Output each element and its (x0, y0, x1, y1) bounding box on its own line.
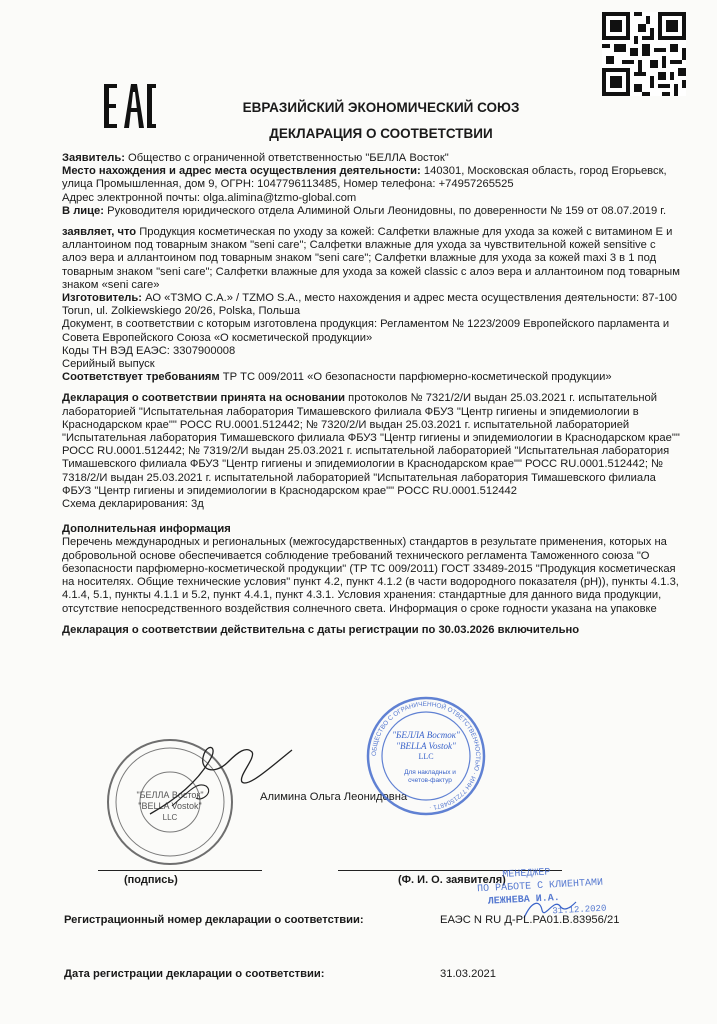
basis-value: протоколов № 7321/2/И выдан 25.03.2021 г. испытательной лабораторией "Испытательная лаборатория Тимашевского филиала ФБУЗ "Центр гигиены и эпидемиологии в Краснодарском крае"" РОСС RU.0001.512442; № 7320/2/И выдан 25.03.2021 г. испытательной лабораторией "Испытательная лаборатория Тимашевского филиала ФБУЗ "Центр гигиены и эпидемиологии в Краснодарском крае"" РОСС RU.0001.512442; № 7319/2/И выдан 25.03.2021 г. испытательной лабораторией "Испытательная лаборатория Тимашевского филиала ФБУЗ "Центр гигиены и эпидемиологии в Краснодарском крае"" РОСС RU.0001.512442; № 7318/2/И выдан 25.03.2021 г. испытательной лабораторией "Испытательная лаборатория Тимашевского филиала ФБУЗ "Центр гигиены и эпидемиологии в Краснодарском крае"" РОСС RU.0001.512442 (62, 392, 680, 497)
person-value: Руководителя юридического отдела Алиминой Ольги Леонидовны, по доверенности № 159 от 08.07.2019 г. (104, 204, 667, 217)
person-label: В лице: (62, 204, 104, 217)
manager-stamp-line2: ПО РАБОТЕ С КЛИЕНТАМИ (476, 877, 604, 896)
declares-label: заявляет, что (62, 226, 137, 239)
additional-heading: Дополнительная информация (62, 523, 231, 536)
declaration-body (62, 152, 682, 637)
applicant-value: Общество с ограниченной ответственностью "БЕЛЛА Восток" (124, 152, 449, 164)
registration-number-value: ЕАЭС N RU Д-PL.РА01.В.83956/21 (440, 914, 620, 926)
signature-scribble (142, 736, 302, 822)
seal-right-line4: Для накладных и (404, 769, 456, 776)
union-heading: ЕВРАЗИЙСКИЙ ЭКОНОМИЧЕСКИЙ СОЮЗ (242, 100, 520, 115)
document-basis-line: Документ, в соответствии с которым изготовлена продукция: Регламентом № 1223/2009 Европейского парламента и Совета Европейского Союза «О косметической продукции» (62, 318, 670, 344)
applicant-label: Заявитель: (62, 152, 125, 164)
manager-stamp-line3: ЛЕЖНЕВА И.А. (487, 892, 561, 908)
signature-caption: (подпись) (124, 874, 178, 886)
address-label: Место нахождения и адрес места осуществления деятельности: (62, 165, 421, 178)
address-line (62, 165, 682, 191)
serial-line: Серийный выпуск (62, 358, 155, 371)
person-line (62, 205, 682, 218)
seal-right-ring-text: ОБЩЕСТВО С ОГРАНИЧЕННОЙ ОТВЕТСТВЕННОСТЬЮ · ИНН 7721504871 · (370, 700, 482, 811)
declares-value: Продукция косметическая по уходу за кожей: Салфетки влажные для ухода за кожей с витамином Е и аллантоином под товарным знаком "seni care"; Салфетки влажные для ухода за чувствительной кожей sensitive с алоэ вера и аллантоином под товарным знаком "seni care"; Салфетки влажные для ухода за кожей maxi 3 в 1 под товарным знаком "seni care"; Салфетки влажные для ухода за кожей classic с алоэ вера и аллантоином под товарным знаком «seni care» (62, 226, 680, 291)
signatory-name: Алимина Ольга Леонидовна (260, 791, 408, 803)
address-value: 140301, Московская область, город Егорьевск, улица Промышленная, дом 9, ОГРН: 1047796113485, Номер телефона: +74957265525 (62, 165, 667, 191)
seal-right-line5: счетов-фактур (408, 777, 452, 784)
seal-right-line3: LLC (418, 752, 434, 761)
codes-line: Коды ТН ВЭД ЕАЭС: 3307900008 (62, 344, 236, 357)
registration-date-value: 31.03.2021 (440, 968, 496, 980)
manager-stamp-line1: МЕНЕДЖЕР (502, 867, 551, 881)
validity-line: Декларация о соответствии действительна с даты регистрации по 30.03.2026 включительно (62, 623, 580, 636)
additional-text: Перечень международных и региональных (межгосударственных) стандартов в результате применения, которых на добровольной основе обеспечивается соблюдение требований технического регламента Таможенного союза "О безопасности парфюмерно-косметической продукции" (ТР ТС 009/2011) ГОСТ 33489-2015 "Продукция косметическая на носителях. Общие технические условия" пункт 4.2, пункт 4.1.2 (в части водородного показателя (pH)), пункты 4.1.3, 4.1.4, 5.1, пункты 4.1.1 и 5.2, пункт 4.4.1, пункт 4.3.1. Условия хранения: стандартные для данного вида продукции, отсутствие непосредственного воздействия солнечного света. Информация о сроке годности указана на упаковке (62, 536, 679, 615)
declares-line (62, 226, 682, 292)
basis-line (62, 392, 682, 498)
seal-left-line3: LLC (162, 813, 178, 822)
scheme-line: Схема декларирования: 3д (62, 498, 204, 511)
manufacturer-line (62, 292, 682, 318)
basis-label: Декларация о соответствии принята на основании (62, 392, 346, 405)
applicant-line (62, 152, 682, 165)
manager-stamp-date: 31.12.2020 (552, 903, 607, 917)
fio-caption: (Ф. И. О. заявителя) (398, 874, 506, 886)
signature-line (98, 870, 262, 871)
registration-date-label: Дата регистрации декларации о соответствии: (64, 968, 325, 980)
qr-code (602, 12, 686, 96)
manufacturer-label: Изготовитель: (62, 292, 142, 305)
conforms-line (62, 371, 682, 384)
registration-number-label: Регистрационный номер декларации о соответствии: (64, 914, 364, 926)
document-title: ДЕКЛАРАЦИЯ О СООТВЕТСТВИИ (269, 126, 493, 141)
company-seal-right (364, 694, 488, 818)
seal-left-line2: "BELLA Vostok" (138, 801, 202, 811)
seal-right-line2: "BELLA Vostok" (396, 741, 456, 751)
conforms-label: Соответствует требованиям (62, 371, 220, 384)
email-line: Адрес электронной почты: olga.alimina@tzmo-global.com (62, 191, 357, 204)
seal-right-line1: "БЕЛЛА Восток" (392, 730, 460, 740)
conforms-value: ТР ТС 009/2011 «О безопасности парфюмерно-косметической продукции» (219, 371, 612, 384)
seal-left-line1: "БЕЛЛА Восток" (136, 790, 204, 800)
manufacturer-value: АО «ТЗМО С.А.» / TZMO S.A., место нахождения и адрес места осуществления деятельности: 87-100 Torun, ul. Zolkiewskiego 20/26, Polska, Польша (62, 292, 678, 318)
